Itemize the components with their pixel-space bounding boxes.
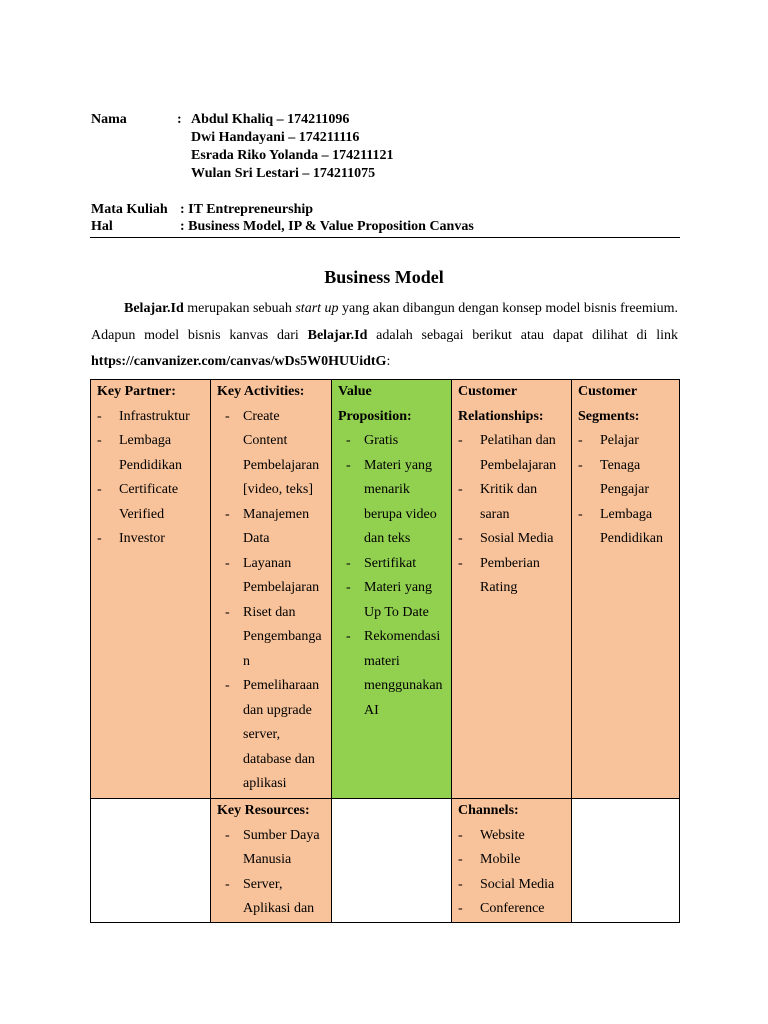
intro-text: adalah sebagai berikut atau dapat dilihat di link	[367, 327, 678, 343]
intro-text: :	[386, 354, 391, 369]
customer-segments-title: Customer Segments:	[578, 384, 640, 424]
names-list	[191, 111, 394, 183]
list-item: - Website	[458, 824, 567, 849]
key-resources-list	[217, 824, 327, 922]
nama-colon: :	[177, 112, 182, 127]
list-item: - Create Content Pembelajaran [video, teks]	[217, 405, 327, 503]
name-line: Dwi Handayani – 174211116	[191, 130, 360, 145]
list-item: - Sumber Daya Manusia	[217, 824, 327, 873]
key-resources-title: Key Resources:	[217, 803, 310, 818]
key-activities-cell	[211, 380, 332, 799]
customer-segments-list	[578, 429, 675, 552]
mata-kuliah-value: : IT Entrepreneurship	[180, 202, 314, 217]
key-partner-title: Key Partner:	[97, 384, 176, 399]
empty-cell	[332, 799, 452, 923]
list-item: - Sosial Media	[458, 527, 567, 552]
channels-list	[458, 824, 567, 922]
list-item: - Riset dan Pengembanga n	[217, 601, 327, 675]
list-item: - Social Media	[458, 873, 567, 898]
list-item: - Tenaga Pengajar	[578, 454, 675, 503]
list-item: - Infrastruktur	[97, 405, 206, 430]
course-info	[91, 201, 474, 235]
list-item: - Conference	[458, 897, 567, 922]
page-title: Business Model	[324, 267, 444, 287]
value-proposition-title: Value Proposition:	[338, 384, 412, 424]
nama-label: Nama	[91, 112, 127, 127]
customer-segments-cell	[572, 380, 680, 799]
list-item: - Lembaga Pendidikan	[97, 429, 206, 478]
list-item: - Materi yang Up To Date	[338, 576, 447, 625]
list-item: - Mobile	[458, 848, 567, 873]
brand-name: Belajar.Id	[124, 301, 184, 316]
customer-relationships-list	[458, 429, 567, 601]
header-divider	[90, 237, 680, 238]
empty-cell	[572, 799, 680, 923]
key-activities-title: Key Activities:	[217, 384, 305, 399]
list-item: - Investor	[97, 527, 206, 552]
list-item: - Pelatihan dan Pembelajaran	[458, 429, 567, 478]
brand-name: Belajar.Id	[307, 327, 368, 343]
channels-title: Channels:	[458, 803, 519, 818]
name-line: Abdul Khaliq – 174211096	[191, 112, 350, 127]
canvas-link[interactable]: https://canvanizer.com/canvas/wDs5W0HUUidtG	[91, 354, 387, 369]
hal-value: : Business Model, IP & Value Proposition Canvas	[180, 219, 474, 234]
list-item: - Layanan Pembelajaran	[217, 552, 327, 601]
list-item: - Pelajar	[578, 429, 675, 454]
list-item: - Lembaga Pendidikan	[578, 503, 675, 552]
list-item: - Sertifikat	[338, 552, 447, 577]
list-item: - Server, Aplikasi dan	[217, 873, 327, 922]
list-item: - Pemeliharaan dan upgrade server, database dan aplikasi	[217, 674, 327, 797]
student-info	[91, 111, 394, 183]
customer-relationships-title: Customer Relationships:	[458, 384, 544, 424]
key-partner-list	[97, 405, 206, 552]
value-proposition-cell	[332, 380, 452, 799]
startup-term: start up	[295, 301, 339, 316]
list-item: - Manajemen Data	[217, 503, 327, 552]
name-line: Esrada Riko Yolanda – 174211121	[191, 148, 394, 163]
business-model-canvas	[90, 379, 680, 923]
intro-paragraph	[91, 296, 678, 376]
channels-cell	[452, 799, 572, 923]
mata-kuliah-label: Mata Kuliah	[91, 202, 168, 217]
list-item: - Materi yang menarik berupa video dan teks	[338, 454, 447, 552]
intro-text: yang akan dibangun dengan konsep model bisnis freemium. Adapun model bisnis kanvas dari	[91, 301, 678, 343]
key-partner-cell	[91, 380, 211, 799]
key-resources-cell	[211, 799, 332, 923]
intro-text: merupakan sebuah	[183, 301, 296, 316]
list-item: - Rekomendasi materi menggunakan AI	[338, 625, 447, 723]
list-item: - Gratis	[338, 429, 447, 454]
list-item: - Certificate Verified	[97, 478, 206, 527]
hal-label: Hal	[91, 219, 113, 234]
customer-relationships-cell	[452, 380, 572, 799]
list-item: - Kritik dan saran	[458, 478, 567, 527]
name-line: Wulan Sri Lestari – 174211075	[191, 166, 376, 181]
list-item: - Pemberian Rating	[458, 552, 567, 601]
empty-cell	[91, 799, 211, 923]
key-activities-list	[217, 405, 327, 797]
value-proposition-list	[338, 429, 447, 723]
